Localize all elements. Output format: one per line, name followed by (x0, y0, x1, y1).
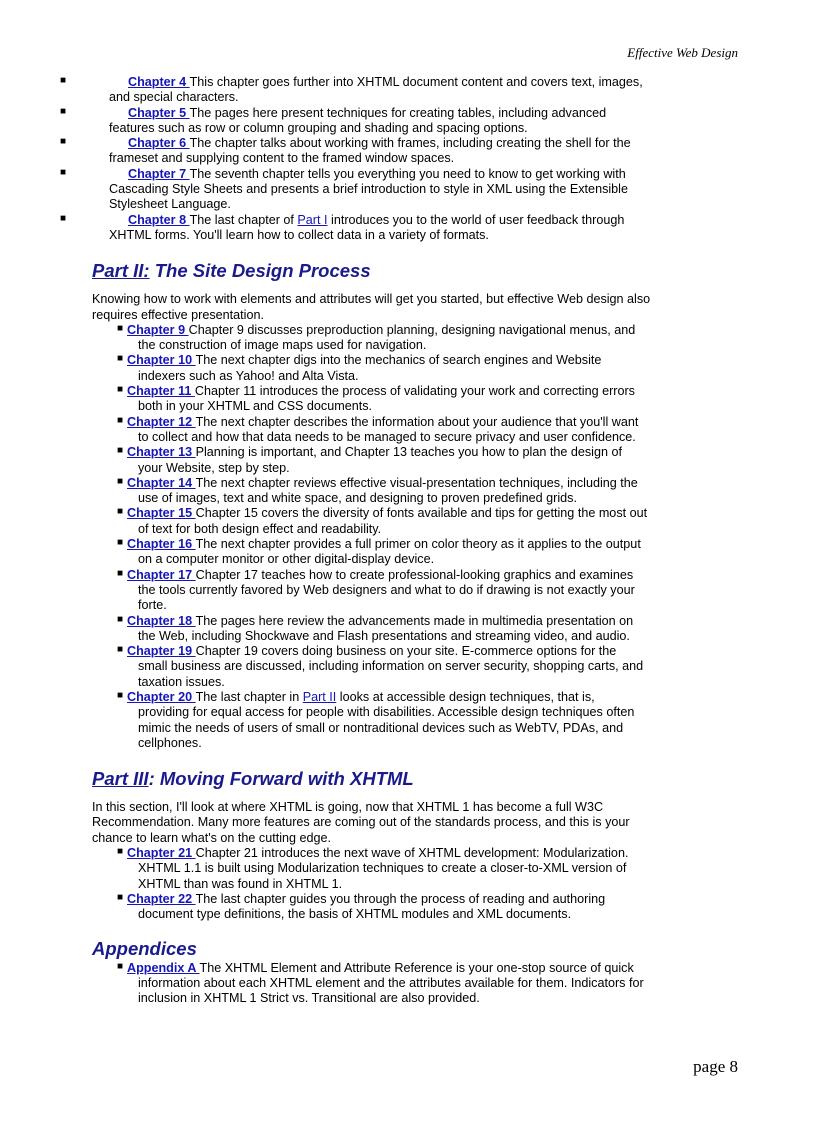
square-bullet-icon: ■ (117, 613, 124, 625)
square-bullet-icon: ■ (60, 166, 67, 178)
square-bullet-icon: ■ (60, 136, 67, 148)
list-item: ■ Chapter 7 The seventh chapter tells you everything you need to know to get working with Cascading Style Sheets and presents a brief introduction to style in XML using the Extensible Stylesheet Language. (60, 166, 628, 212)
square-bullet-icon: ■ (117, 537, 124, 549)
appendices-heading: Appendices (92, 937, 197, 959)
list-item: ■ Chapter 19 Chapter 19 covers doing business on your site. E-commerce options for the small business are discussed, including information on server security, shopping carts, and taxation issues. (117, 644, 644, 689)
top-chapter-list (60, 75, 714, 243)
square-bullet-icon: ■ (117, 506, 124, 518)
chapter-5-link[interactable]: Chapter 5 (128, 105, 190, 120)
square-bullet-icon: ■ (117, 846, 124, 858)
list-item: ■ Chapter 12 The next chapter describes the information about your audience that you'll want to collect and how that data needs to be managed to secure privacy and user confidence. (117, 414, 639, 444)
chapter-12-link[interactable]: Chapter 12 (127, 414, 196, 429)
chapter-20-link[interactable]: Chapter 20 (127, 689, 196, 704)
chapter-4-link[interactable]: Chapter 4 (128, 75, 190, 89)
part-ii-link[interactable]: Part II (302, 689, 337, 704)
chapter-16-link[interactable]: Chapter 16 (127, 537, 196, 552)
chapter-21-link[interactable]: Chapter 21 (127, 846, 196, 861)
list-item: ■ Chapter 6 The chapter talks about working with frames, including creating the shell for the frameset and supplying content to the framed window spaces. (60, 136, 631, 166)
list-item: ■ Chapter 11 Chapter 11 introduces the process of validating your work and correcting errors both in your XHTML and CSS documents. (117, 384, 635, 414)
part-iii-chapter-list (92, 846, 714, 922)
chapter-8-link[interactable]: Chapter 8 (128, 212, 190, 227)
chapter-19-link[interactable]: Chapter 19 (127, 644, 196, 659)
chapter-13-link[interactable]: Chapter 13 (127, 445, 196, 460)
chapter-18-link[interactable]: Chapter 18 (127, 613, 196, 628)
part-ii-chapter-list (92, 323, 714, 751)
part-ii-heading-link[interactable]: Part II: (92, 260, 150, 282)
list-item: ■ Chapter 16 The next chapter provides a full primer on color theory as it applies to the output on a computer monitor or other digital-display device. (117, 537, 641, 567)
square-bullet-icon: ■ (117, 567, 124, 579)
list-item: ■ Chapter 18 The pages here review the advancements made in multimedia presentation on the Web, including Shockwave and Flash presentations and streaming video, and audio. (117, 613, 634, 643)
chapter-11-link[interactable]: Chapter 11 (127, 384, 195, 399)
square-bullet-icon: ■ (60, 75, 67, 86)
chapter-9-link[interactable]: Chapter 9 (127, 322, 189, 337)
page-number: page 8 (693, 1057, 738, 1076)
list-item: ■ Chapter 13 Planning is important, and Chapter 13 teaches you how to plan the design of your Website, step by step. (117, 445, 622, 475)
running-header: Effective Web Design (627, 45, 738, 60)
square-bullet-icon: ■ (117, 322, 124, 334)
appendices-list (92, 961, 714, 1007)
square-bullet-icon: ■ (117, 445, 124, 457)
appendix-a-link[interactable]: Appendix A (127, 960, 200, 975)
part-ii-heading: Part II: The Site Design Process (92, 260, 371, 282)
list-item: ■ Chapter 15 Chapter 15 covers the diversity of fonts available and tips for getting the most out of text for both design effect and readability. (117, 506, 648, 536)
list-item: ■ Chapter 10 The next chapter digs into the mechanics of search engines and Website indexers such as Yahoo! and Alta Vista. (117, 353, 602, 383)
chapter-7-link[interactable]: Chapter 7 (128, 166, 190, 181)
chapter-14-link[interactable]: Chapter 14 (127, 475, 196, 490)
chapter-17-link[interactable]: Chapter 17 (127, 567, 196, 582)
list-item: ■ Chapter 21 Chapter 21 introduces the next wave of XHTML development: Modularization. XHTML 1.1 is built using Modularization techniques to create a closer-to-XML version of XHTML than was found in XHTML 1. (117, 846, 629, 891)
chapter-15-link[interactable]: Chapter 15 (127, 506, 196, 521)
square-bullet-icon: ■ (117, 891, 124, 903)
page-content (60, 75, 714, 1006)
list-item: ■ Chapter 14 The next chapter reviews effective visual-presentation techniques, including the use of images, text and white space, and designing to proven predefined grids. (117, 475, 638, 506)
part-i-link[interactable]: Part I (297, 212, 328, 227)
square-bullet-icon: ■ (117, 353, 124, 365)
chapter-22-link[interactable]: Chapter 22 (127, 891, 196, 906)
list-item: ■ Chapter 8 The last chapter of Part I introduces you to the world of user feedback through XHTML forms. You'll learn how to collect data in a variety of formats. (60, 212, 625, 242)
square-bullet-icon: ■ (117, 689, 124, 701)
list-item: ■ Chapter 9 Chapter 9 discusses preproduction planning, designing navigational menus, and the construction of image maps used for navigation. (117, 322, 636, 353)
chapter-6-link[interactable]: Chapter 6 (128, 136, 190, 151)
part-iii-heading: Part III: Moving Forward with XHTML (92, 768, 414, 790)
part-ii-intro: Knowing how to work with elements and attributes will get you started, but effective Web design also requires effective presentation. (92, 292, 651, 322)
square-bullet-icon: ■ (117, 960, 124, 972)
part-iii-heading-link[interactable]: Part III (92, 768, 149, 790)
list-item: ■ Chapter 22 The last chapter guides you through the process of reading and authoring document type definitions, the basis of XHTML modules and XML documents. (117, 891, 606, 922)
list-item: ■ Chapter 5 The pages here present techniques for creating tables, including advanced features such as row or column grouping and shading and spacing options. (60, 105, 607, 135)
square-bullet-icon: ■ (117, 475, 124, 487)
square-bullet-icon: ■ (117, 644, 124, 656)
list-item: ■ Chapter 4 This chapter goes further into XHTML document content and covers text, images, and special characters. (60, 75, 643, 105)
square-bullet-icon: ■ (60, 212, 67, 224)
square-bullet-icon: ■ (117, 414, 124, 426)
list-item: ■ Appendix A The XHTML Element and Attribute Reference is your one-stop source of quick information about each XHTML element and the attributes available for them. Indicators for inclusion in XHTML 1 Strict vs. Transitional are also provided. (117, 960, 644, 1006)
chapter-10-link[interactable]: Chapter 10 (127, 353, 196, 368)
list-item: ■ Chapter 17 Chapter 17 teaches how to create professional-looking graphics and examines the tools currently favored by Web designers and what to do if drawing is not exactly your forte. (117, 567, 635, 613)
square-bullet-icon: ■ (60, 105, 67, 117)
part-iii-intro: In this section, I'll look at where XHTML is going, now that XHTML 1 has become a full W3C Recommendation. Many more features are coming out of the standards process, and this is your chance to learn what's on the cutting edge. (92, 800, 630, 845)
square-bullet-icon: ■ (117, 384, 124, 396)
list-item: ■ Chapter 20 The last chapter in Part II looks at accessible design techniques, that is, providing for equal access for people with disabilities. Accessible design techniques often mimic the needs of users of small or nontraditional devices such as WebTV, PDAs, and cellphones. (117, 689, 635, 750)
